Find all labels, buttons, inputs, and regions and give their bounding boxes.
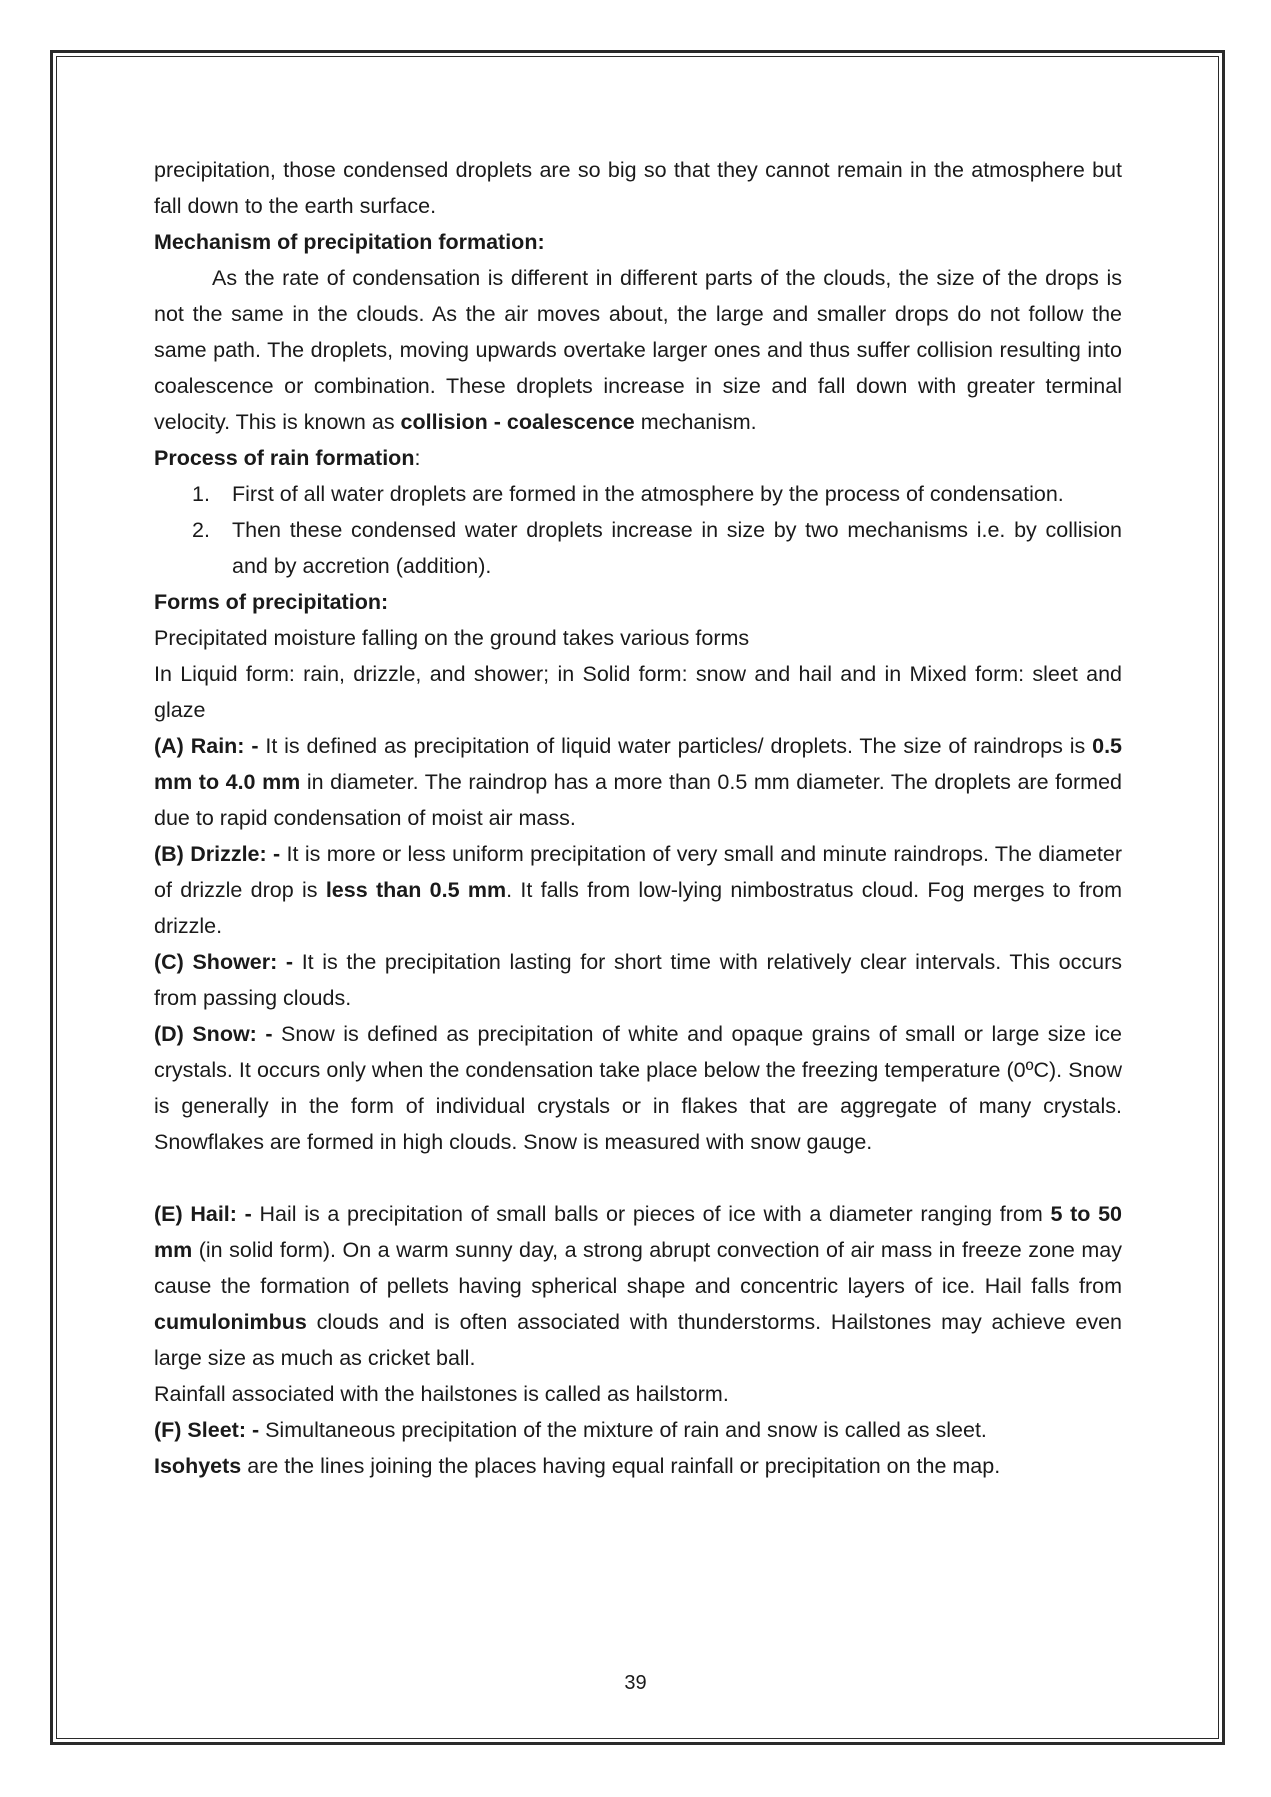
process-heading: Process of rain formation: bbox=[154, 446, 421, 470]
forms-heading: Forms of precipitation: bbox=[154, 590, 389, 614]
sleet-paragraph: (F) Sleet: - Simultaneous precipitation of the mixture of rain and snow is called as sleet. bbox=[154, 1418, 987, 1442]
list-item: 1. First of all water droplets are formed in the atmosphere by the process of condensation. bbox=[192, 482, 1064, 506]
page-content bbox=[154, 152, 1122, 1484]
shower-paragraph: (C) Shower: - It is the precipitation lasting for short time with relatively clear intervals. This occurs from passing clouds. bbox=[154, 950, 1122, 1010]
hail-paragraph: (E) Hail: - Hail is a precipitation of small balls or pieces of ice with a diameter ranging from 5 to 50 mm (in solid form). On a warm sunny day, a strong abrupt convection of air mass in freeze zone may cause the formation of pellets having spherical shape and concentric layers of ice. Hail falls from cumulonimbus clouds and is often associated with thunderstorms. Hailstones may achieve even large size as much as cricket ball. bbox=[154, 1202, 1122, 1370]
page-number: 39 bbox=[624, 1672, 647, 1694]
mechanism-heading: Mechanism of precipitation formation: bbox=[154, 230, 545, 254]
intro-paragraph: precipitation, those condensed droplets are so big so that they cannot remain in the atmosphere but fall down to the earth surface. bbox=[154, 158, 1122, 218]
forms-line-1: Precipitated moisture falling on the ground takes various forms bbox=[154, 626, 750, 650]
forms-line-2: In Liquid form: rain, drizzle, and shower; in Solid form: snow and hail and in Mixed form: sleet and glaze bbox=[154, 662, 1122, 722]
list-item: 2. Then these condensed water droplets increase in size by two mechanisms i.e. by collision and by accretion (addition). bbox=[192, 518, 1122, 578]
isohyets-paragraph: Isohyets are the lines joining the places having equal rainfall or precipitation on the map. bbox=[154, 1454, 1001, 1478]
snow-paragraph: (D) Snow: - Snow is defined as precipitation of white and opaque grains of small or large size ice crystals. It occurs only when the condensation take place below the freezing temperature (0ºC). Snow is generally in the form of individual crystals or in flakes that are aggregate of many crystals. Snowflakes are formed in high clouds. Snow is measured with snow gauge. bbox=[154, 1022, 1122, 1154]
paragraph-gap bbox=[154, 1160, 1122, 1196]
mechanism-paragraph: As the rate of condensation is different in different parts of the clouds, the size of the drops is not the same in the clouds. As the air moves about, the large and smaller drops do not follow the same path. The droplets, moving upwards overtake larger ones and thus suffer collision resulting into coalescence or combination. These droplets increase in size and fall down with greater terminal velocity. This is known as collision - coalescence mechanism. bbox=[154, 266, 1122, 434]
drizzle-paragraph: (B) Drizzle: - It is more or less uniform precipitation of very small and minute raindrops. The diameter of drizzle drop is less than 0.5 mm. It falls from low-lying nimbostratus cloud. Fog merges to from drizzle. bbox=[154, 842, 1122, 938]
rain-paragraph: (A) Rain: - It is defined as precipitation of liquid water particles/ droplets. The size of raindrops is 0.5 mm to 4.0 mm in diameter. The raindrop has a more than 0.5 mm diameter. The droplets are formed due to rapid condensation of moist air mass. bbox=[154, 734, 1123, 830]
hailstorm-line: Rainfall associated with the hailstones is called as hailstorm. bbox=[154, 1382, 729, 1406]
collision-coalescence-term: collision - coalescence bbox=[400, 410, 635, 434]
process-list bbox=[154, 476, 1122, 584]
